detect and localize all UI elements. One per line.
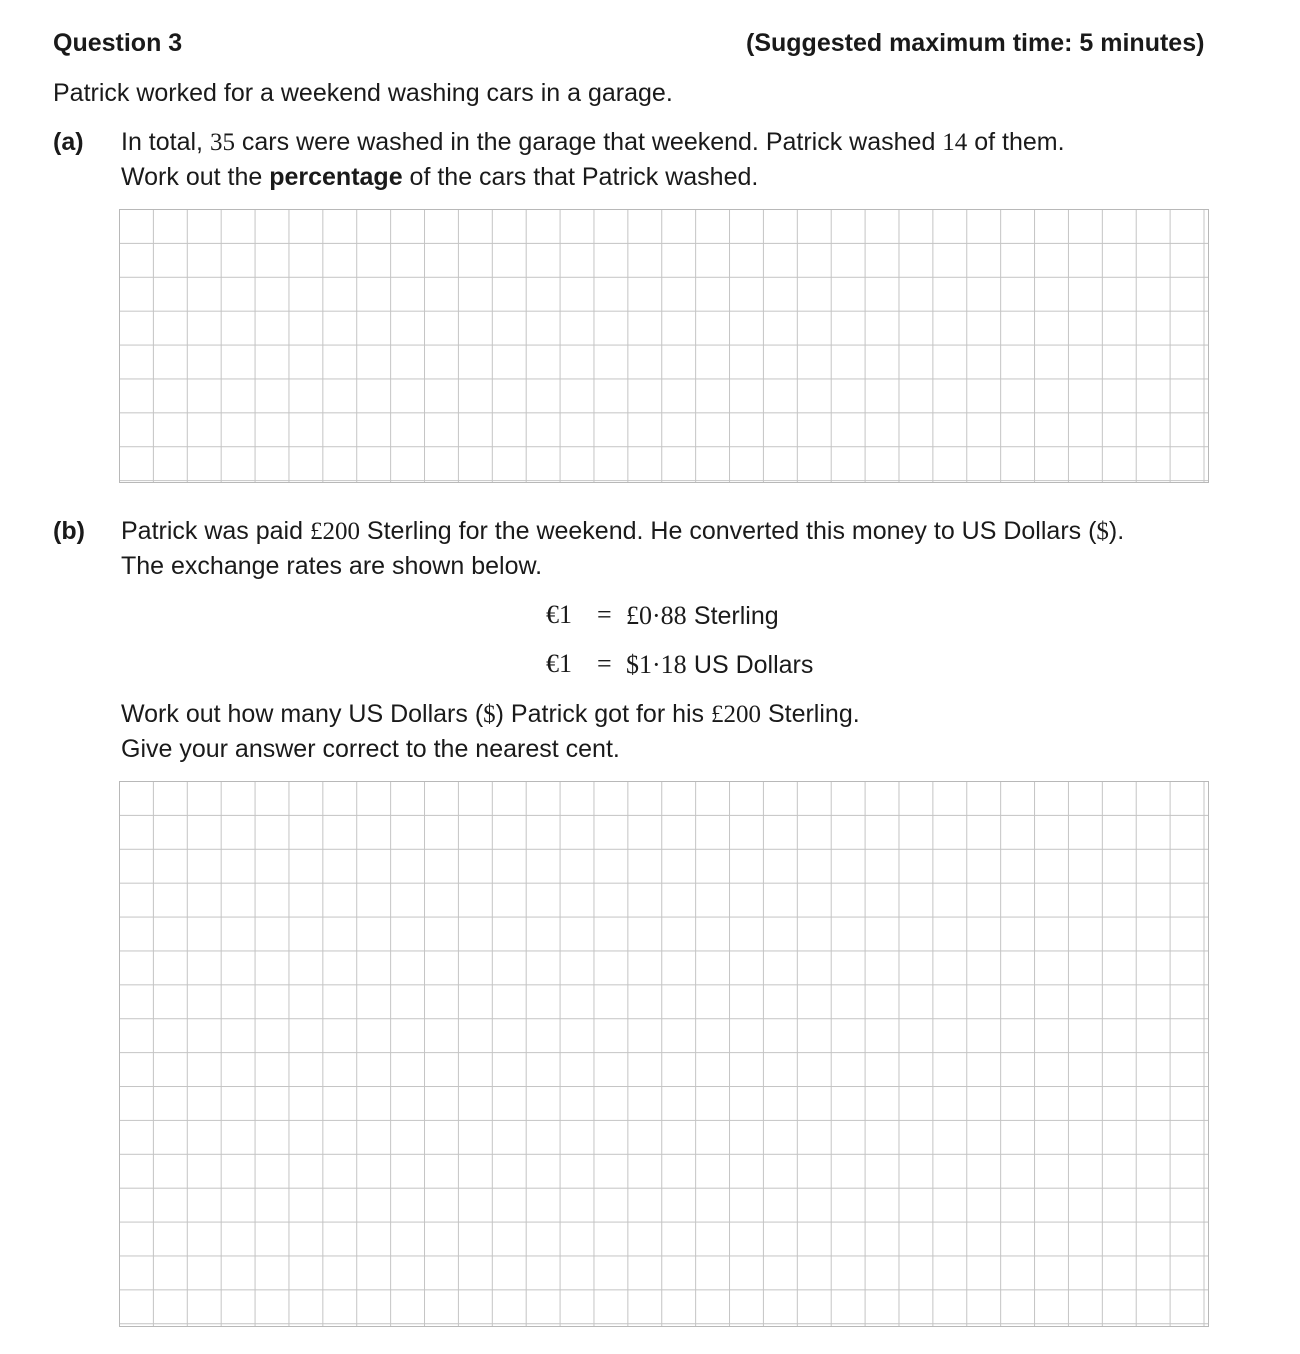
rate-eq-2: = [597, 649, 612, 678]
answer-grid-b[interactable] [119, 781, 1209, 1327]
part-a-line1 [121, 127, 1065, 158]
rate-value-dollars: $1·18 [626, 650, 687, 679]
part-b-line3 [121, 699, 860, 730]
text-fragment: cars were washed in the garage that weekend. Patrick washed [234, 128, 943, 156]
rate-rhs-1 [626, 600, 779, 631]
rate-lhs-1: €1 [546, 600, 572, 629]
text-fragment: ). [1108, 517, 1125, 545]
dollar-symbol: $ [483, 701, 496, 728]
rate-rhs-2 [626, 649, 813, 680]
part-b-line1 [121, 516, 1124, 547]
suggested-time: (Suggested maximum time: 5 minutes) [746, 29, 1205, 57]
rate-eq-1: = [597, 600, 612, 629]
text-fragment: Patrick was paid [121, 517, 310, 545]
text-fragment: Sterling for the weekend. He converted this money to US Dollars ( [359, 517, 1097, 545]
amount-200: £200 [309, 518, 360, 545]
rate-unit-sterling: Sterling [693, 602, 779, 630]
text-fragment: of the cars that Patrick washed. [402, 163, 759, 191]
part-a-line2 [121, 162, 758, 192]
amount-200: £200 [711, 701, 762, 728]
part-a-label: (a) [53, 128, 84, 156]
rate-lhs-2: €1 [546, 649, 572, 678]
text-fragment: Work out how many US Dollars ( [121, 700, 484, 728]
text-fragment: Sterling. [761, 700, 860, 728]
rate-value-sterling: £0·88 [626, 601, 687, 630]
part-b-line2: The exchange rates are shown below. [121, 552, 543, 580]
rate-unit-dollars: US Dollars [693, 651, 814, 679]
text-fragment: ) Patrick got for his [495, 700, 712, 728]
part-b-label: (b) [53, 517, 85, 545]
keyword-percentage: percentage [269, 163, 403, 191]
question-title: Question 3 [53, 29, 183, 57]
intro-text: Patrick worked for a weekend washing cars in a garage. [53, 79, 673, 107]
dollar-symbol: $ [1096, 518, 1109, 545]
answer-grid-a[interactable] [119, 209, 1209, 483]
text-fragment: In total, [121, 128, 210, 156]
number-14: 14 [942, 129, 968, 156]
number-35: 35 [209, 129, 235, 156]
text-fragment: Work out the [121, 163, 270, 191]
text-fragment: of them. [967, 128, 1065, 156]
part-b-line4: Give your answer correct to the nearest cent. [121, 735, 620, 763]
